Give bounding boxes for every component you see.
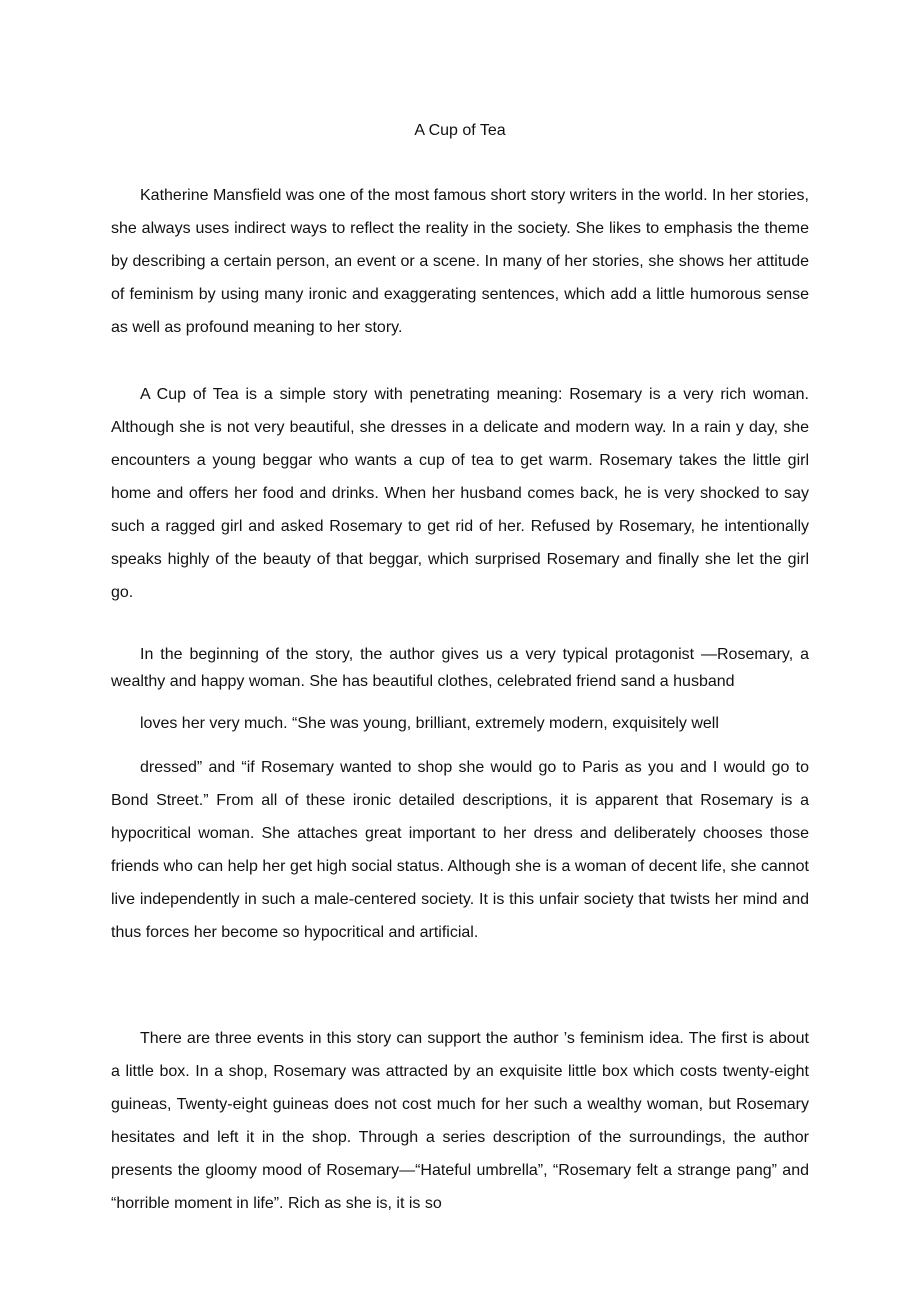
paragraph-protagonist xyxy=(111,641,809,949)
paragraph-protagonist-line-1: In the beginning of the story, the author gives us a very typical protagonist —Rosemary, a wealthy and happy woman. She has beautiful clothes, celebrated friend sand a husband xyxy=(111,646,809,690)
paragraph-events: There are three events in this story can support the author ’s feminism idea. The first is about a little box. In a shop, Rosemary was attracted by an exquisite little box which costs twenty-eight guineas, Twenty-eight guineas does not cost much for her such a wealthy woman, but Rosemary hesitates and left it in the shop. Through a series description of the surroundings, the author presents the gloomy mood of Rosemary—“Hateful umbrella”, “Rosemary felt a strange pang” and “horrible moment in life”. Rich as she is, it is so xyxy=(111,1030,809,1212)
paragraph-protagonist-line-2: loves her very much. “She was young, brilliant, extremely modern, exquisitely well xyxy=(140,715,719,732)
document-title: A Cup of Tea xyxy=(414,122,506,139)
paragraph-protagonist-line-3: dressed” and “if Rosemary wanted to shop she would go to Paris as you and I would go to Bond Street.” From all of these ironic detailed descriptions, it is apparent that Rosemary is a hypocritical woman. She attaches great important to her dress and deliberately chooses those friends who can help her get high social status. Although she is a woman of decent life, she cannot live independently in such a male-centered society. It is this unfair society that twists her mind and thus forces her become so hypocritical and artificial. xyxy=(111,759,809,941)
paragraph-intro: Katherine Mansfield was one of the most famous short story writers in the world. In her stories, she always uses indirect ways to reflect the reality in the society. She likes to emphasis the theme by describing a certain person, an event or a scene. In many of her stories, she shows her attitude of feminism by using many ironic and exaggerating sentences, which add a little humorous sense as well as profound meaning to her story. xyxy=(111,187,809,336)
paragraph-summary: A Cup of Tea is a simple story with penetrating meaning: Rosemary is a very rich woman. Although she is not very beautiful, she dresses in a delicate and modern way. In a rain y day, she encounters a young beggar who wants a cup of tea to get warm. Rosemary takes the little girl home and offers her food and drinks. When her husband comes back, he is very shocked to say such a ragged girl and asked Rosemary to get rid of her. Refused by Rosemary, he intentionally speaks highly of the beauty of that beggar, which surprised Rosemary and finally she let the girl go. xyxy=(111,386,809,601)
